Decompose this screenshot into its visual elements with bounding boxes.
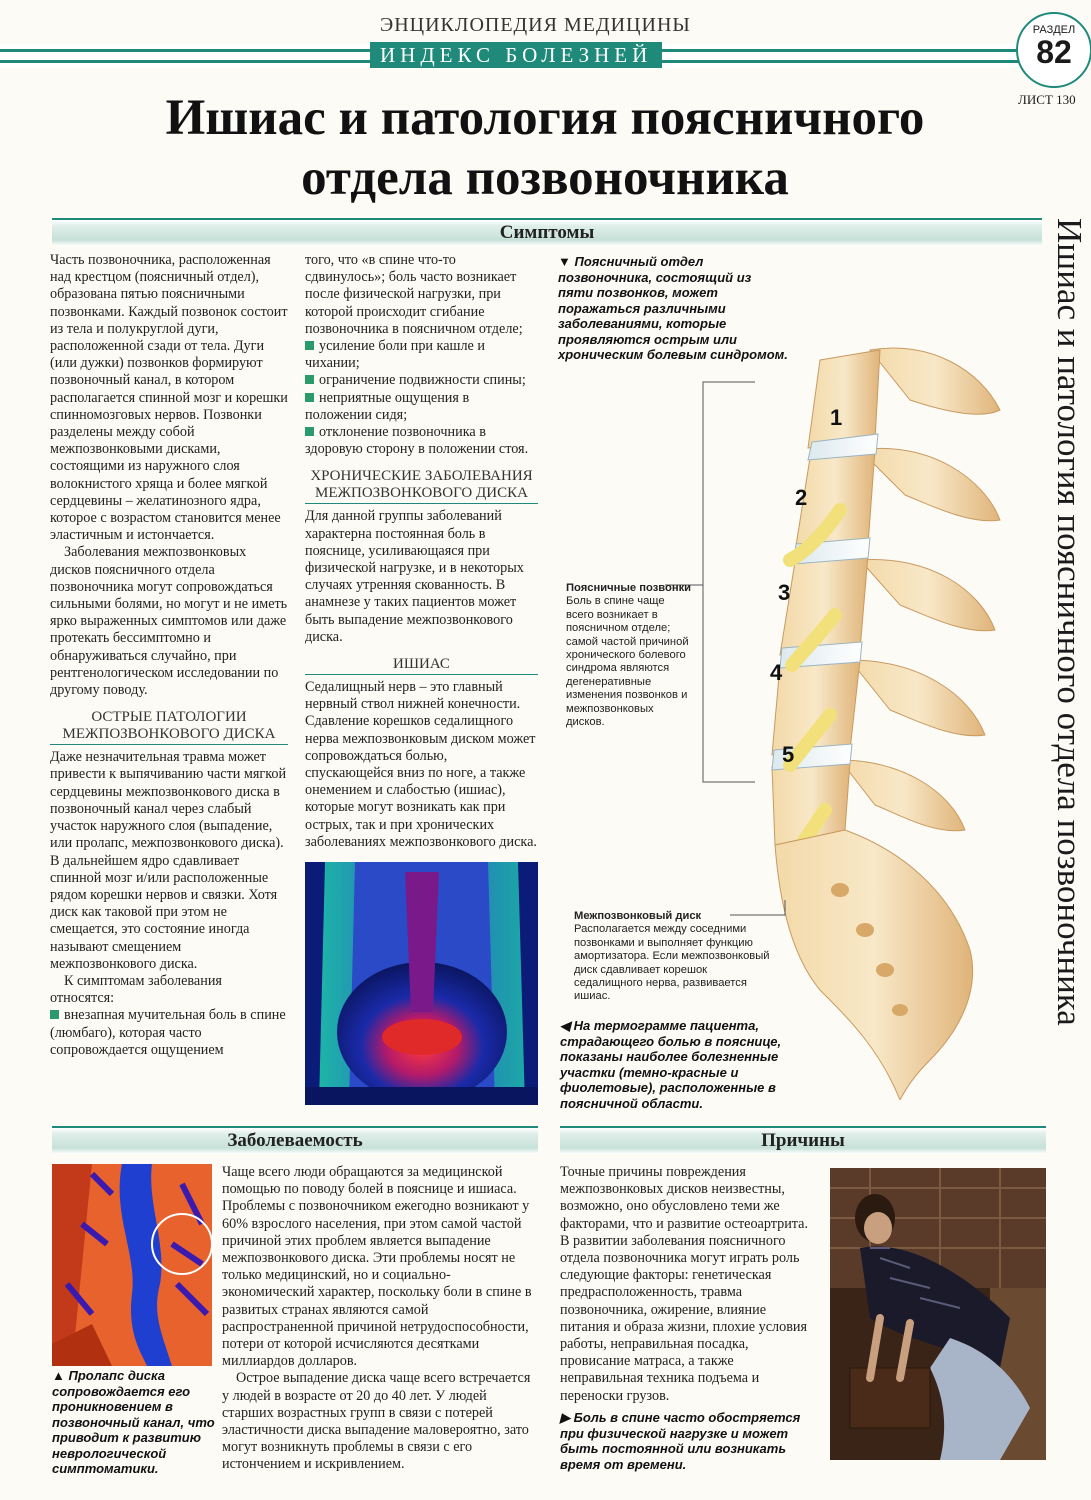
causes-text: [560, 1164, 818, 1405]
vertebra-number-5: 5: [782, 742, 795, 767]
causes-heading: Причины: [560, 1126, 1046, 1154]
man-lifting-photo: [830, 1168, 1046, 1460]
title-line-2: отдела позвоночника: [301, 150, 789, 206]
list-item: усиление боли при кашле и чихании;: [305, 338, 485, 372]
vertebrae-label-text: Боль в спине чаще всего возникает в поясничном отделе; самой частой причиной хронического болевого синдрома являются дегенеративные изменения позвонков и межпозвонковых дисков.: [566, 595, 689, 729]
paragraph: К симптомам заболевания относятся:: [50, 972, 222, 1007]
vertebra-number-4: 4: [770, 660, 783, 685]
title-line-1: Ишиас и патология поясничного: [165, 90, 925, 146]
mri-image: [52, 1164, 212, 1366]
triangle-down-icon: ▼: [558, 254, 575, 269]
incidence-text: [222, 1164, 538, 1474]
mri-caption: ▲ Пролапс диска сопровождается его проникновением в позвоночный канал, что приводит к развитию неврологической симптоматики.: [52, 1368, 215, 1476]
bullet-icon: [50, 1010, 59, 1019]
paragraph: Даже незначительная травма может привести к выпячиванию части мягкой сердцевины межпозвонкового диска в позвоночный канал через слабый участок наружного слоя (выпадение, или пролапс, межпозвонкового диска). В дальнейшем ядро сдавливает спинной мозг и/или расположенные рядом корешки нервов и связки. Хотя диск как таковой при этом не смещается, это состояние иногда называют смещением межпозвонкового диска.: [50, 749, 287, 972]
symptoms-column-1: [50, 252, 288, 1059]
bullet-icon: [305, 393, 314, 402]
disc-label: [574, 910, 774, 1004]
paragraph: Заболевания межпозвонковых дисков поясничного отдела позвоночника могут сопровождаться сильными болями, но могут и не иметь ярко выраженных симптомов или даже протекать бессимптомно и обнаруживаться случайно, при рентгенологическом исследовании по другому поводу.: [50, 544, 288, 699]
symptom-list: [305, 338, 538, 458]
page-title: [40, 88, 1050, 208]
list-item: отклонение позвоночника в здоровую сторону в положении стоя.: [305, 424, 529, 458]
thermogram-image: [305, 862, 538, 1105]
vertical-title: Ишиас и патология поясничного отдела позвоночника: [1050, 218, 1089, 1026]
causes-caption: ▶ Боль в спине часто обостряется при физической нагрузке и может быть постоянной или возникать время от времени.: [560, 1410, 801, 1472]
vertebrae-label-title: Поясничные позвонки: [566, 582, 692, 594]
subheading-acute: ОСТРЫЕ ПАТОЛОГИИ МЕЖПОЗВОНКОВОГО ДИСКА: [50, 709, 288, 745]
vertebra-number-3: 3: [778, 580, 791, 605]
paragraph: Острое выпадение диска чаще всего встречается у людей в возрасте от 20 до 40 лет. У людей старших возрастных групп в связи с потерей эластичности диска выпадение маловероятно, зато могут возникнуть проблемы в связи с его истончением и искривлением.: [222, 1370, 531, 1473]
section-label: РАЗДЕЛ: [1032, 24, 1076, 36]
triangle-up-icon: ▲: [52, 1368, 69, 1383]
spine-caption: ▼ Поясничный отдел позвоночника, состоящий из пяти позвонков, может поражаться различными заболеваниями, которые проявляются острым или хроническим болевым синдромом.: [558, 254, 788, 362]
bullet-icon: [305, 427, 314, 436]
index-label: ИНДЕКС БОЛЕЗНЕЙ: [370, 42, 662, 68]
list-item: неприятные ощущения в положении сидя;: [305, 389, 470, 423]
vertebra-number-1: 1: [830, 405, 843, 430]
paragraph: Часть позвоночника, расположенная над крестцом (поясничный отдел), образована пятью поясничными позвонками. Каждый позвонок состоит из тела и полукруглой дуги, расположенной сзади от тела. Дуги (или дужки) позвонков формируют позвоночный канал, в котором располагается спинной мозг и корешки спинномозговых нервов. Позвонки разделены между собой межпозвонковыми дисками, состоящими из наружного слоя волокнистого хряща и более мягкой сердцевины – желатинозного ядра, которое с возрастом становится менее эластичным и истончается.: [50, 252, 288, 544]
encyclopedia-title: ЭНЦИКЛОПЕДИЯ МЕДИЦИНЫ: [380, 14, 691, 36]
list-item: внезапная мучительная боль в спине (люмбаго), которая часто сопровождается ощущением: [50, 1007, 286, 1058]
disc-label-title: Межпозвонковый диск: [574, 910, 702, 922]
subheading-sciatica: ИШИАС: [305, 656, 538, 675]
triangle-right-icon: ▶: [560, 1410, 574, 1425]
vertebra-number-2: 2: [795, 485, 808, 510]
symptoms-heading: Симптомы: [52, 218, 1042, 246]
vertebrae-label: [566, 582, 694, 729]
incidence-heading: Заболеваемость: [52, 1126, 538, 1154]
bullet-icon: [305, 341, 314, 350]
symptom-list: [50, 1007, 288, 1059]
subheading-chronic: ХРОНИЧЕСКИЕ ЗАБОЛЕВАНИЯ МЕЖПОЗВОНКОВОГО ДИСКА: [305, 468, 538, 504]
paragraph: Точные причины повреждения межпозвонковых дисков неизвестны, возможно, оно обусловлено теми же факторами, что и развитие остеоартрита. В развитии заболевания поясничного отдела позвоночника могут играть роль следующие факторы: генетическая предрасположенность, травма позвоночника, ожирение, влияние питания и образа жизни, плохие условия работы, неправильная посадка, провисание матраса, а также неправильная техника подъема и переноски грузов.: [560, 1164, 809, 1404]
disc-label-text: Располагается между соседними позвонками и выполняет функцию амортизатора. Если межпозвонковый диск сдавливает корешок седалищного нерва, развивается ишиас.: [574, 923, 770, 1003]
paragraph: Чаще всего люди обращаются за медицинской помощью по поводу болей в пояснице и ишиаса. Проблемы с позвоночником ежегодно возникают у 60% взрослого населения, при этом самой частой причиной этих проблем является выпадение межпозвонкового диска. Эти проблемы носят не только медицинский, но и социально-экономический характер, поскольку боли в спине в развитых странах являются самой распространенной причиной нетрудоспособности, потери от которой исчисляются десятками миллиардов долларов.: [222, 1164, 532, 1370]
bullet-icon: [305, 375, 314, 384]
paragraph: Для данной группы заболеваний характерна постоянная боль в пояснице, усиливающаяся при физической нагрузке, и в некоторых случаях утренняя скованность. В анамнезе у таких пациентов может быть выпадение межпозвонкового диска.: [305, 508, 524, 645]
symptoms-column-2: [305, 252, 538, 851]
triangle-left-icon: ◀: [560, 1018, 574, 1033]
paragraph: Седалищный нерв – это главный нервный ствол нижней конечности. Сдавление корешков седалищного нерва межпозвонковым диском может сопровождаться болью, спускающейся вниз по ноге, а также онемением и слабостью (ишиас), которые могут возникать как при острых, так и при хронических заболеваниях межпозвонкового диска.: [305, 679, 537, 850]
section-number: 82: [1036, 34, 1072, 70]
sheet-number: ЛИСТ 130: [1018, 92, 1076, 107]
list-item: ограничение подвижности спины;: [305, 372, 538, 389]
section-badge: [1016, 12, 1091, 88]
paragraph: того, что «в спине что-то сдвинулось»; боль часто возникает после физической нагрузки, при которой происходит сгибание позвоночника в поясничном отделе;: [305, 252, 523, 337]
thermogram-caption: ◀ На термограмме пациента, страдающего болью в пояснице, показаны наиболее болезненные участки (темно-красные и фиолетовые), расположенные в поясничной области.: [560, 1018, 782, 1111]
